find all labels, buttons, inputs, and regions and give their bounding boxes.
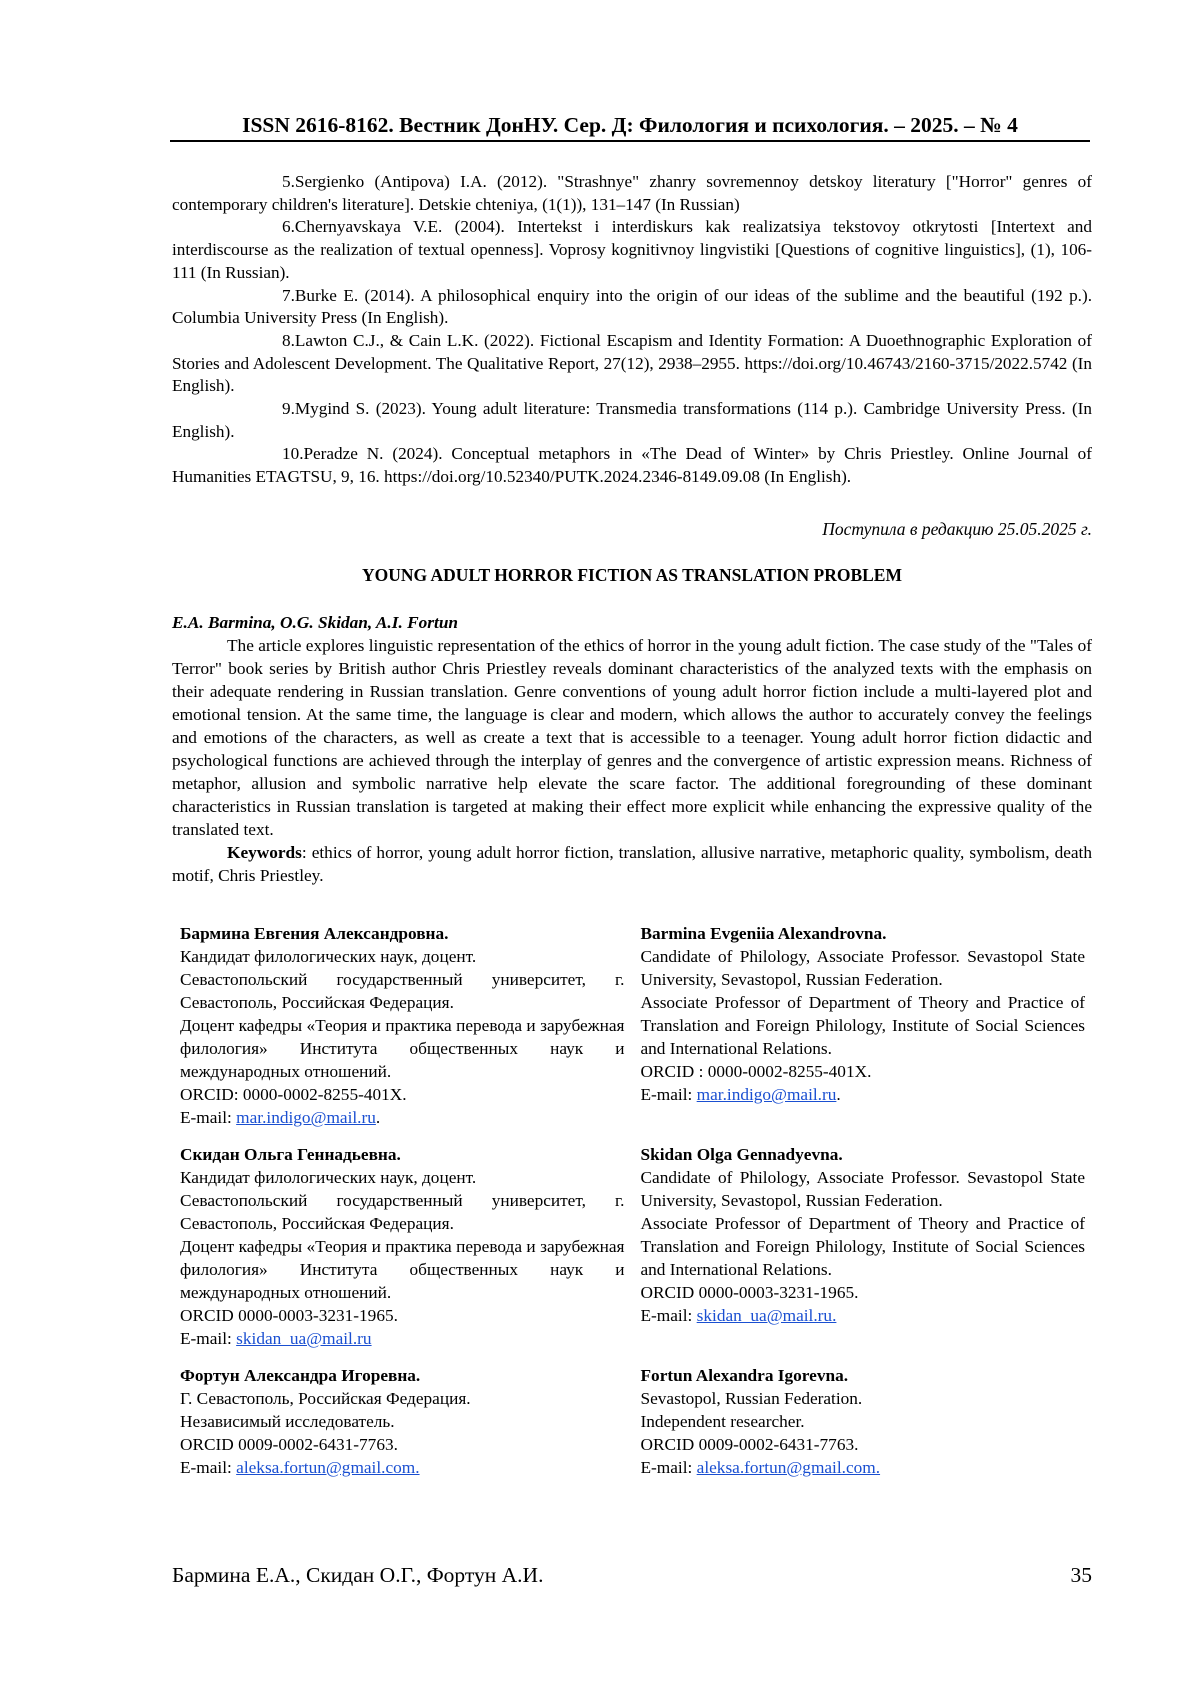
keywords-label: Keywords <box>227 843 302 862</box>
running-header: ISSN 2616-8162. Вестник ДонНУ. Сер. Д: Филология и психология. – 2025. – № 4 <box>170 112 1090 142</box>
email-label: E-mail: <box>180 1329 237 1348</box>
author-line: Севастопольский государственный университет, г. Севастополь, Российская Федерация. <box>180 1191 625 1233</box>
reference-item <box>172 171 1092 216</box>
author-ru <box>180 922 625 1129</box>
author-line: Кандидат филологических наук, доцент. <box>180 947 477 966</box>
author-line: Доцент кафедры «Теория и практика перевода и зарубежная филология» Института общественных наук и международных отношений. <box>180 1016 625 1081</box>
email-link[interactable]: aleksa.fortun@gmail.com. <box>696 1458 881 1477</box>
author-line: ORCID 0009-0002-6431-7763. <box>640 1435 859 1454</box>
author-en <box>641 1364 1086 1479</box>
author-line: Sevastopol, Russian Federation. <box>640 1389 863 1408</box>
author-line: Associate Professor of Department of Theory and Practice of Translation and Foreign Philology, Institute of Social Sciences and International Relations. <box>640 993 1085 1058</box>
reference-item <box>172 398 1092 443</box>
email-link[interactable]: skidan_ua@mail.ru <box>236 1329 372 1348</box>
author-line: Independent researcher. <box>640 1412 805 1431</box>
reference-text: Sergienko (Antipova) I.A. (2012). "Strashnye" zhanry sovremennoy detskoy literatury ["Horror" genres of contemporary children's literature]. Detskie chteniya, (1(1)), 131–147 (In Russian) <box>172 172 1092 214</box>
reference-item <box>172 216 1092 284</box>
received-date: Поступила в редакцию 25.05.2025 г. <box>822 519 1092 539</box>
author-row <box>180 922 1085 1129</box>
email-label: E-mail: <box>180 1458 237 1477</box>
keywords <box>172 841 1092 887</box>
reference-text: Mygind S. (2023). Young adult literature: Transmedia transformations (114 p.). Cambridge University Press. (In English). <box>172 399 1092 441</box>
author-line: ORCID 0009-0002-6431-7763. <box>180 1435 398 1454</box>
author-line: Доцент кафедры «Теория и практика перевода и зарубежная филология» Института общественных наук и международных отношений. <box>180 1237 625 1302</box>
author-line: Candidate of Philology, Associate Professor. Sevastopol State University, Sevastopol, Russian Federation. <box>640 1168 1085 1210</box>
reference-text: Burke E. (2014). A philosophical enquiry into the origin of our ideas of the sublime and the beautiful (192 p.). Columbia University Press (In English). <box>172 285 1092 328</box>
author-line: Кандидат филологических наук, доцент. <box>180 1168 477 1187</box>
footer-authors: Бармина Е.А., Скидан О.Г., Фортун А.И. <box>172 1563 544 1587</box>
email-label: E-mail: <box>640 1306 697 1325</box>
email-label: E-mail: <box>640 1458 697 1477</box>
email-label: E-mail: <box>640 1085 697 1104</box>
author-line: ORCID: 0000-0002-8255-401X. <box>180 1085 407 1104</box>
reference-text: Chernyavskaya V.E. (2004). Intertekst i interdiskurs kak realizatsiya tekstovoy otkrytosti [Intertext and interdiscourse as the realization of textual openness]. Voprosy kognitivnoy lingvistiki [Questions of cognitive linguistics], (1), 106-111 (In Russian). <box>172 217 1092 282</box>
author-name: Fortun Alexandra Igorevna. <box>640 1366 849 1385</box>
author-email-line <box>180 1106 625 1129</box>
keywords-text: : ethics of horror, young adult horror fiction, translation, allusive narrative, metaphoric quality, symbolism, death motif, Chris Priestley. <box>172 843 1092 885</box>
reference-item <box>172 285 1092 330</box>
author-ru <box>180 1143 625 1350</box>
abstract-text: The article explores linguistic representation of the ethics of horror in the young adult fiction. The case study of the "Tales of Terror" book series by British author Chris Priestley reveals dominant characteristics of the analyzed texts with the emphasis on their adequate rendering in Russian translation. Genre conventions of young adult horror fiction include a multi-layered plot and emotional tension. At the same time, the language is clear and modern, which allows the author to accurately convey the feelings and emotions of the characters, as well as create a text that is accessible to a teenager. Young adult horror fiction didactic and psychological functions are achieved through the interplay of genres and the convergence of artistic expression means. Richness of metaphor, allusion and symbolic narrative help elevate the scare factor. The additional foregrounding of these dominant characteristics in Russian translation is targeted at making their effect more explicit while enhancing the expressive quality of the translated text. <box>172 636 1092 839</box>
author-line: Candidate of Philology, Associate Professor. Sevastopol State University, Sevastopol, Russian Federation. <box>640 947 1085 989</box>
email-link[interactable]: aleksa.fortun@gmail.com. <box>236 1458 420 1477</box>
reference-text: Peradze N. (2024). Conceptual metaphors in «The Dead of Winter» by Chris Priestley. Online Journal of Humanities ETAGTSU, 9, 16. https://doi.org/10.52340/PUTK.2024.2346-8149.09.08 (In English). <box>172 444 1092 487</box>
author-line: Независимый исследователь. <box>180 1412 395 1431</box>
reference-text: Lawton C.J., & Cain L.K. (2022). Fictional Escapism and Identity Formation: A Duoethnographic Exploration of Stories and Adolescent Development. The Qualitative Report, 27(12), 2938–2955. https://doi.org/10.46743/2160-3715/2022.5742 (In English). <box>172 330 1092 396</box>
author-ru <box>180 1364 625 1479</box>
email-link[interactable]: mar.indigo@mail.ru <box>696 1085 837 1104</box>
author-line: Севастопольский государственный университет, г. Севастополь, Российская Федерация. <box>180 970 625 1012</box>
email-label: E-mail: <box>180 1108 237 1127</box>
email-link[interactable]: mar.indigo@mail.ru <box>236 1108 376 1127</box>
email-link[interactable]: skidan_ua@mail.ru. <box>696 1306 837 1325</box>
reference-number: 6. <box>282 217 295 237</box>
author-email-line <box>180 1456 625 1479</box>
author-line: Associate Professor of Department of Theory and Practice of Translation and Foreign Philology, Institute of Social Sciences and International Relations. <box>640 1214 1085 1279</box>
author-name: Бармина Евгения Александровна. <box>180 924 449 943</box>
author-email-line <box>641 1456 1086 1479</box>
reference-number: 7. <box>282 285 295 305</box>
author-line: Г. Севастополь, Российская Федерация. <box>180 1389 471 1408</box>
abstract-block <box>172 611 1092 887</box>
authors-line: E.A. Barmina, O.G. Skidan, A.I. Fortun <box>172 613 459 632</box>
reference-number: 10. <box>282 444 304 464</box>
author-en <box>641 922 1086 1129</box>
author-email-line <box>641 1304 1086 1327</box>
email-suffix: . <box>836 1085 841 1104</box>
author-line: ORCID 0000-0003-3231-1965. <box>180 1306 398 1325</box>
reference-item <box>172 443 1092 488</box>
reference-number: 5. <box>282 172 295 191</box>
page-footer <box>172 1562 1092 1588</box>
author-name: Barmina Evgeniia Alexandrovna. <box>640 924 887 943</box>
article-title: YOUNG ADULT HORROR FICTION AS TRANSLATION PROBLEM <box>361 565 902 585</box>
author-row <box>180 1143 1085 1350</box>
author-en <box>641 1143 1086 1350</box>
page-number: 35 <box>1070 1563 1092 1587</box>
author-name: Skidan Olga Gennadyevna. <box>640 1145 843 1164</box>
author-name: Скидан Ольга Геннадьевна. <box>180 1145 401 1164</box>
author-email-line <box>641 1083 1086 1106</box>
author-line: ORCID : 0000-0002-8255-401X. <box>640 1062 872 1081</box>
reference-list <box>172 171 1092 489</box>
author-email-line <box>180 1327 625 1350</box>
reference-number: 8. <box>282 330 295 350</box>
author-info <box>180 922 1085 1493</box>
email-suffix: . <box>375 1108 381 1127</box>
reference-item <box>172 330 1092 398</box>
author-line: ORCID 0000-0003-3231-1965. <box>640 1283 859 1302</box>
author-name: Фортун Александра Игоревна. <box>180 1366 421 1385</box>
reference-number: 9. <box>282 399 295 419</box>
author-row <box>180 1364 1085 1479</box>
